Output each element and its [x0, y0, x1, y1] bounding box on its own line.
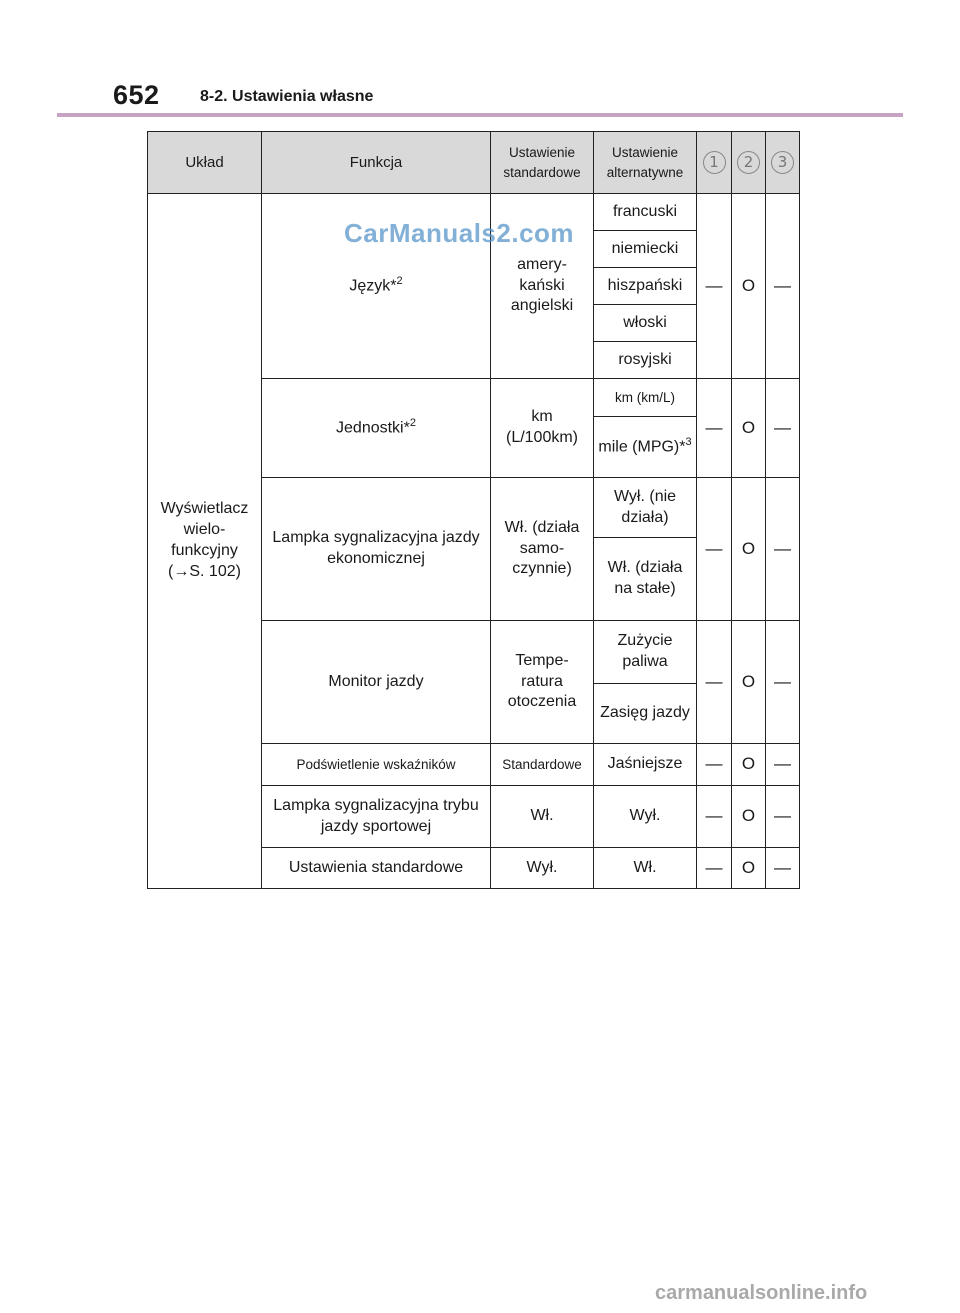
alt-reset: Wł.: [594, 848, 697, 889]
function-sport: Lampka sygnalizacyjna trybu jazdy sportowej: [262, 786, 491, 848]
default-sport: Wł.: [491, 786, 594, 848]
section-title: 8-2. Ustawienia własne: [200, 88, 374, 105]
default-eco: Wł. (działa samo- czynnie): [491, 478, 594, 621]
col1-dash: —: [697, 744, 732, 786]
alt-language-2: niemiecki: [594, 231, 697, 268]
alt-units-2: [594, 417, 697, 478]
footnote-ref: 3: [685, 436, 692, 449]
col3-dash: —: [766, 478, 800, 621]
alt-backlight: Jaśniejsze: [594, 744, 697, 786]
page-number: 652: [113, 80, 160, 110]
alt-language-4: włoski: [594, 305, 697, 342]
col3-dash: —: [766, 848, 800, 889]
default-language: amery- kański angielski: [491, 194, 594, 379]
col1-dash: —: [697, 194, 732, 379]
col2-circle: O: [732, 744, 766, 786]
number-3-icon: 3: [771, 151, 794, 174]
system-label: Wyświetlacz wielo- funkcyjny (→S. 102): [160, 500, 249, 580]
default-monitor: Tempe- ratura otoczenia: [491, 621, 594, 744]
alt-eco-1: Wył. (nie działa): [594, 478, 697, 538]
alt-monitor-1: Zużycie paliwa: [594, 621, 697, 684]
alt-units-2-label: mile (MPG)*: [598, 438, 686, 456]
function-units-label: Jednostki*: [336, 419, 410, 437]
header-divider: [57, 113, 903, 117]
header-col-3: [766, 132, 800, 194]
alt-language-1: francuski: [594, 194, 697, 231]
col2-circle: O: [732, 621, 766, 744]
watermark-bottom: carmanualsonline.info: [655, 1282, 868, 1304]
function-language-label: Język*: [349, 277, 397, 295]
system-cell: [148, 194, 262, 889]
header-col-1: [697, 132, 732, 194]
header-function: Funkcja: [262, 132, 491, 194]
col1-dash: —: [697, 621, 732, 744]
alt-language-5: rosyjski: [594, 342, 697, 379]
col3-dash: —: [766, 786, 800, 848]
col2-circle: O: [732, 848, 766, 889]
footnote-ref: 2: [396, 275, 403, 288]
col3-dash: —: [766, 379, 800, 478]
default-reset: Wył.: [491, 848, 594, 889]
col1-dash: —: [697, 478, 732, 621]
watermark-top: CarManuals2.com: [344, 218, 575, 248]
col2-circle: O: [732, 786, 766, 848]
default-units: km (L/100km): [491, 379, 594, 478]
function-monitor: Monitor jazdy: [262, 621, 491, 744]
col2-circle: O: [732, 379, 766, 478]
table-header-row: [148, 132, 800, 194]
header-system: Układ: [148, 132, 262, 194]
function-backlight: Podświetlenie wskaźników: [262, 744, 491, 786]
col2-circle: O: [732, 194, 766, 379]
alt-eco-2: Wł. (działa na stałe): [594, 538, 697, 621]
alt-units-1: km (km/L): [594, 379, 697, 417]
col1-dash: —: [697, 848, 732, 889]
header-col-2: [732, 132, 766, 194]
col3-dash: —: [766, 744, 800, 786]
function-units: [262, 379, 491, 478]
number-2-icon: 2: [737, 151, 760, 174]
header-alternative: Ustawienie alternatywne: [594, 132, 697, 194]
col2-circle: O: [732, 478, 766, 621]
alt-language-3: hiszpański: [594, 268, 697, 305]
header-default: Ustawienie standardowe: [491, 132, 594, 194]
col3-dash: —: [766, 621, 800, 744]
function-reset: Ustawienia standardowe: [262, 848, 491, 889]
col1-dash: —: [697, 379, 732, 478]
footnote-ref: 2: [409, 417, 416, 430]
number-1-icon: 1: [703, 151, 726, 174]
col3-dash: —: [766, 194, 800, 379]
default-backlight: Standardowe: [491, 744, 594, 786]
col1-dash: —: [697, 786, 732, 848]
alt-monitor-2: Zasięg jazdy: [594, 684, 697, 744]
function-eco: Lampka sygnalizacyjna jazdy ekonomicznej: [262, 478, 491, 621]
alt-sport: Wył.: [594, 786, 697, 848]
